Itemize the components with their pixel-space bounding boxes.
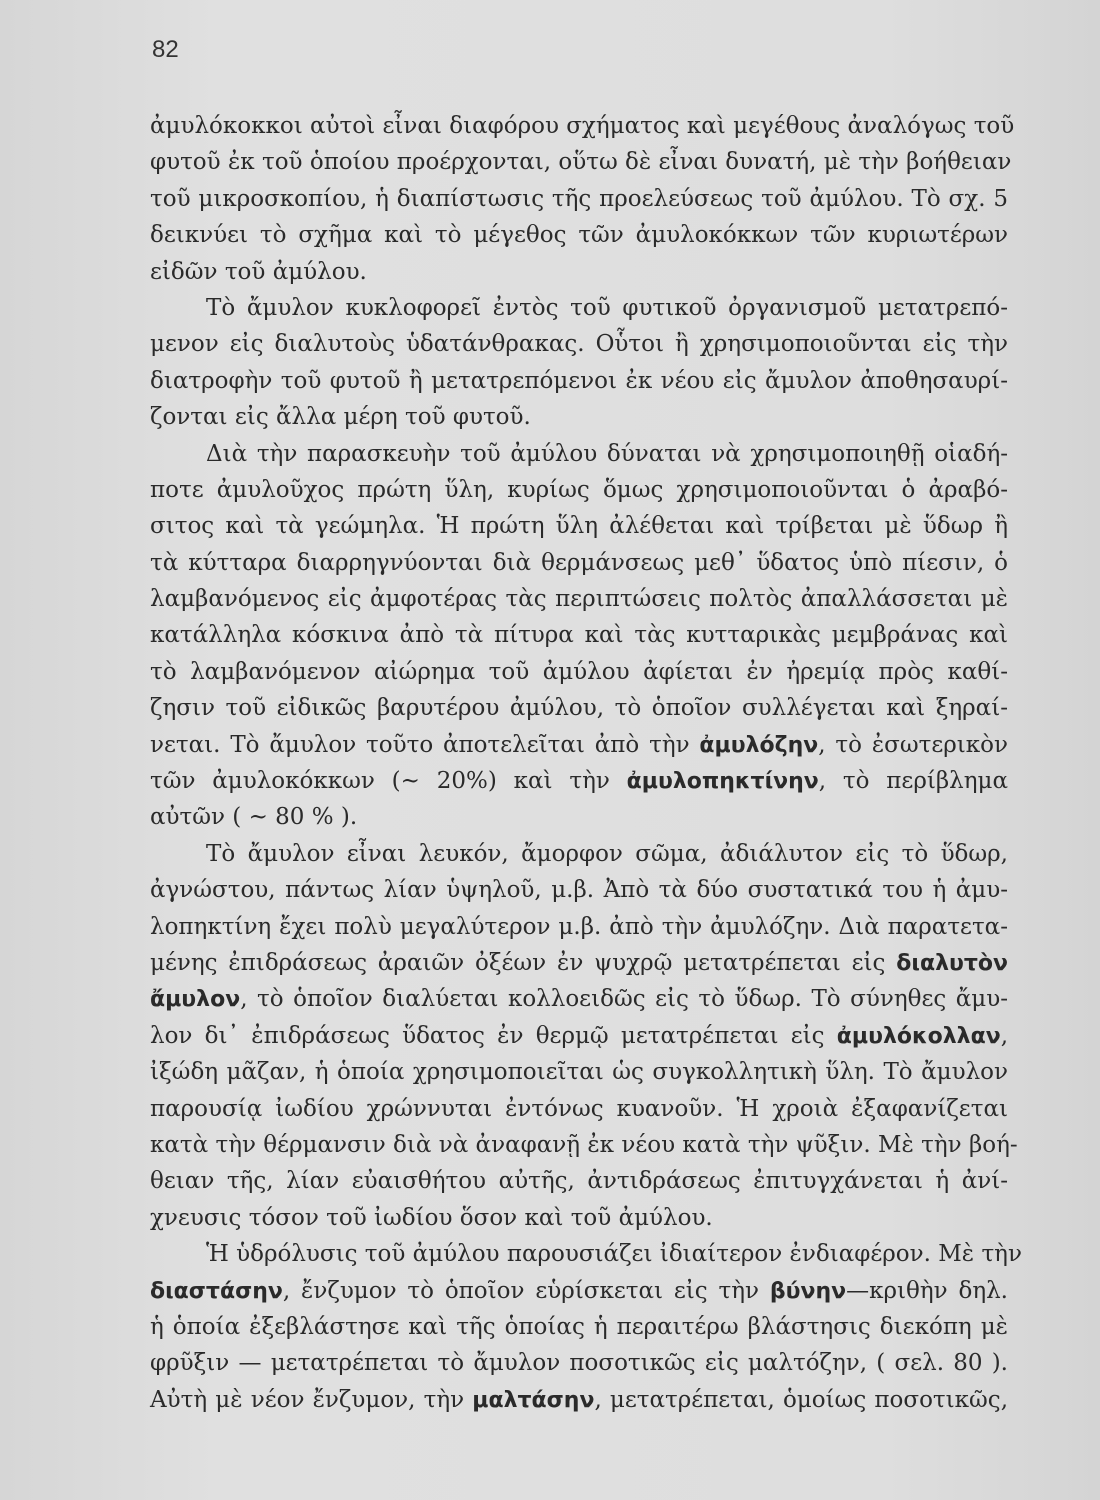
- text-segment: ἰξώδη μᾶζαν, ἡ ὁποία χρησιμοποιεῖται ὡς συγκολλητικὴ ὕλη. Τὸ ἄμυλον: [150, 1059, 1008, 1086]
- text-segment: —κριθὴν δηλ.: [846, 1277, 1008, 1304]
- bold-term: μαλτάσην: [472, 1387, 595, 1413]
- text-segment: Τὸ ἄμυλον κυκλοφορεῖ ἐντὸς τοῦ φυτικοῦ ὀργανισμοῦ μετατρεπό-: [206, 294, 1008, 321]
- text-line: [150, 1091, 1008, 1127]
- text-line: [150, 217, 1008, 253]
- text-line: [150, 1054, 1008, 1090]
- bold-term: διαστάσην: [150, 1278, 283, 1304]
- text-segment: τὰ κύτταρα διαρρηγνύονται διὰ θερμάνσεως μεθ᾽ ὕδατος ὑπὸ πίεσιν, ὁ: [150, 549, 1008, 576]
- text-segment: , μετατρέπεται, ὁμοίως ποσοτικῶς,: [594, 1386, 1008, 1413]
- text-line: [150, 144, 1012, 180]
- text-segment: μένης ἐπιδράσεως ἀραιῶν ὀξέων ἐν ψυχρῷ μετατρέπεται εἰς: [150, 949, 897, 976]
- text-line: [150, 1127, 1018, 1163]
- text-line: [150, 1236, 1022, 1272]
- text-segment: Αὐτὴ μὲ νέον ἔνζυμον, τὴν: [150, 1386, 473, 1413]
- text-line: [150, 727, 1008, 763]
- text-segment: ζησιν τοῦ εἰδικῶς βαρυτέρου ἀμύλου, τὸ ὁποῖον συλλέγεται καὶ ξηραί-: [150, 695, 1008, 722]
- text-segment: λαμβανόμενος εἰς ἀμφοτέρας τὰς περιπτώσεις πολτὸς ἀπαλλάσσεται μὲ: [150, 586, 1008, 613]
- text-segment: ποτε ἀμυλοῦχος πρώτη ὕλη, κυρίως ὅμως χρησιμοποιοῦνται ὁ ἀραβό-: [150, 476, 1008, 503]
- text-line: [150, 1345, 1008, 1381]
- text-line: [150, 508, 1008, 544]
- text-segment: ἀγνώστου, πάντως λίαν ὑψηλοῦ, μ.β. Ἀπὸ τὰ δύο συστατικά του ἡ ἀμυ-: [150, 877, 1008, 904]
- text-line: [150, 326, 1008, 362]
- text-line: [150, 981, 1008, 1017]
- text-line: [150, 763, 1008, 799]
- text-segment: τοῦ μικροσκοπίου, ἡ διαπίστωσις τῆς προελεύσεως τοῦ ἀμύλου. Τὸ σχ. 5: [150, 185, 1008, 212]
- text-segment: ἡ ὁποία ἐξεβλάστησε καὶ τῆς ὁποίας ἡ περαιτέρω βλάστησις διεκόπη μὲ: [150, 1313, 1008, 1340]
- text-line: [150, 1309, 1008, 1345]
- text-line: [150, 872, 1008, 908]
- text-line: [150, 690, 1008, 726]
- text-segment: κατάλληλα κόσκινα ἀπὸ τὰ πίτυρα καὶ τὰς κυτταρικὰς μεμβράνας καὶ: [150, 622, 1008, 649]
- page-number: 82: [152, 36, 179, 63]
- text-segment: Ἡ ὑδρόλυσις τοῦ ἀμύλου παρουσιάζει ἰδιαίτερον ἐνδιαφέρον. Μὲ τὴν: [206, 1241, 1022, 1268]
- text-line: [150, 254, 1008, 290]
- text-segment: , τὸ ἐσωτερικὸν: [818, 731, 1008, 758]
- text-segment: αὐτῶν ( ~ 80 % ).: [150, 804, 358, 831]
- text-line: [150, 290, 1008, 326]
- text-line: [150, 545, 1008, 581]
- text-line: [150, 1200, 1008, 1236]
- text-line: [150, 363, 1008, 399]
- bold-term: διαλυτὸν: [896, 950, 1008, 976]
- bold-term: ἀμυλόζην: [699, 732, 819, 758]
- text-line: [150, 1163, 1008, 1199]
- text-segment: λον δι᾽ ἐπιδράσεως ὕδατος ἐν θερμῷ μετατρέπεται εἰς: [150, 1022, 837, 1049]
- text-line: [150, 909, 1008, 945]
- text-segment: ζονται εἰς ἄλλα μέρη τοῦ φυτοῦ.: [150, 404, 531, 431]
- text-segment: σιτος καὶ τὰ γεώμηλα. Ἡ πρώτη ὕλη ἀλέθεται καὶ τρίβεται μὲ ὕδωρ ἢ: [150, 513, 1008, 540]
- text-line: [150, 654, 1008, 690]
- text-segment: μενον εἰς διαλυτοὺς ὑδατάνθρακας. Οὗτοι ἢ χρησιμοποιοῦνται εἰς τὴν: [150, 331, 1008, 358]
- text-segment: διατροφὴν τοῦ φυτοῦ ἢ μετατρεπόμενοι ἐκ νέου εἰς ἄμυλον ἀποθησαυρί-: [150, 367, 1008, 394]
- text-segment: , τὸ περίβλημα: [818, 768, 1008, 795]
- text-line: [150, 617, 1008, 653]
- text-line: [150, 472, 1008, 508]
- bold-term: βύνην: [769, 1278, 847, 1304]
- text-line: [150, 581, 1008, 617]
- text-segment: τῶν ἀμυλοκόκκων (~ 20%) καὶ τὴν: [150, 768, 627, 795]
- text-segment: θειαν τῆς, λίαν εὐαισθήτου αὐτῆς, ἀντιδράσεως ἐπιτυγχάνεται ἡ ἀνί-: [150, 1168, 1008, 1195]
- text-segment: εἰδῶν τοῦ ἀμύλου.: [150, 258, 367, 285]
- text-segment: , ἔνζυμον τὸ ὁποῖον εὑρίσκεται εἰς τὴν: [282, 1277, 770, 1304]
- text-segment: ἀμυλόκοκκοι αὐτοὶ εἶναι διαφόρου σχήματος καὶ μεγέθους ἀναλόγως τοῦ: [150, 113, 1015, 139]
- text-line: [150, 108, 1015, 144]
- text-segment: λοπηκτίνη ἔχει πολὺ μεγαλύτερον μ.β. ἀπὸ τὴν ἀμυλόζην. Διὰ παρατετα-: [150, 913, 1008, 940]
- text-line: [150, 945, 1008, 981]
- text-segment: φυτοῦ ἐκ τοῦ ὁποίου προέρχονται, οὕτω δὲ εἶναι δυνατή, μὲ τὴν βοήθειαν: [150, 149, 1012, 176]
- text-segment: Διὰ τὴν παρασκευὴν τοῦ ἀμύλου δύναται νὰ χρησιμοποιηθῇ οἱαδή-: [206, 440, 1008, 467]
- text-segment: φρῦξιν — μετατρέπεται τὸ ἄμυλον ποσοτικῶς εἰς μαλτόζην, ( σελ. 80 ).: [150, 1350, 1008, 1377]
- bold-term: ἀμυλόκολλαν: [836, 1023, 1001, 1049]
- text-segment: , τὸ ὁποῖον διαλύεται κολλοειδῶς εἰς τὸ ὕδωρ. Τὸ σύνηθες ἄμυ-: [240, 986, 1008, 1013]
- text-segment: Τὸ ἄμυλον εἶναι λευκόν, ἄμορφον σῶμα, ἀδιάλυτον εἰς τὸ ὕδωρ,: [206, 840, 1008, 867]
- bold-term: ἀμυλοπηκτίνην: [626, 769, 819, 795]
- text-segment: χνευσις τόσον τοῦ ἰωδίου ὅσον καὶ τοῦ ἀμύλου.: [150, 1204, 713, 1231]
- text-line: [150, 836, 1008, 872]
- text-line: [150, 1273, 1008, 1309]
- text-segment: κατὰ τὴν θέρμανσιν διὰ νὰ ἀναφανῇ ἐκ νέου κατὰ τὴν ψῦξιν. Μὲ τὴν βοή-: [150, 1131, 1018, 1158]
- text-line: [150, 1018, 1008, 1054]
- text-segment: νεται. Τὸ ἄμυλον τοῦτο ἀποτελεῖται ἀπὸ τὴν: [150, 731, 700, 758]
- text-line: [150, 181, 1008, 217]
- text-line: [150, 1382, 1008, 1418]
- text-line: [150, 399, 1008, 435]
- text-line: [150, 799, 1008, 835]
- text-segment: ,: [1000, 1022, 1008, 1049]
- bold-term: ἄμυλον: [150, 987, 241, 1013]
- text-segment: τὸ λαμβανόμενον αἰώρημα τοῦ ἀμύλου ἀφίεται ἐν ἠρεμίᾳ πρὸς καθί-: [150, 658, 1008, 685]
- text-segment: παρουσίᾳ ἰωδίου χρώννυται ἐντόνως κυανοῦν. Ἡ χροιὰ ἐξαφανίζεται: [150, 1095, 1008, 1122]
- text-line: [150, 436, 1008, 472]
- body-text: [150, 108, 1022, 1418]
- text-segment: δεικνύει τὸ σχῆμα καὶ τὸ μέγεθος τῶν ἀμυλοκόκκων τῶν κυριωτέρων: [150, 222, 1008, 249]
